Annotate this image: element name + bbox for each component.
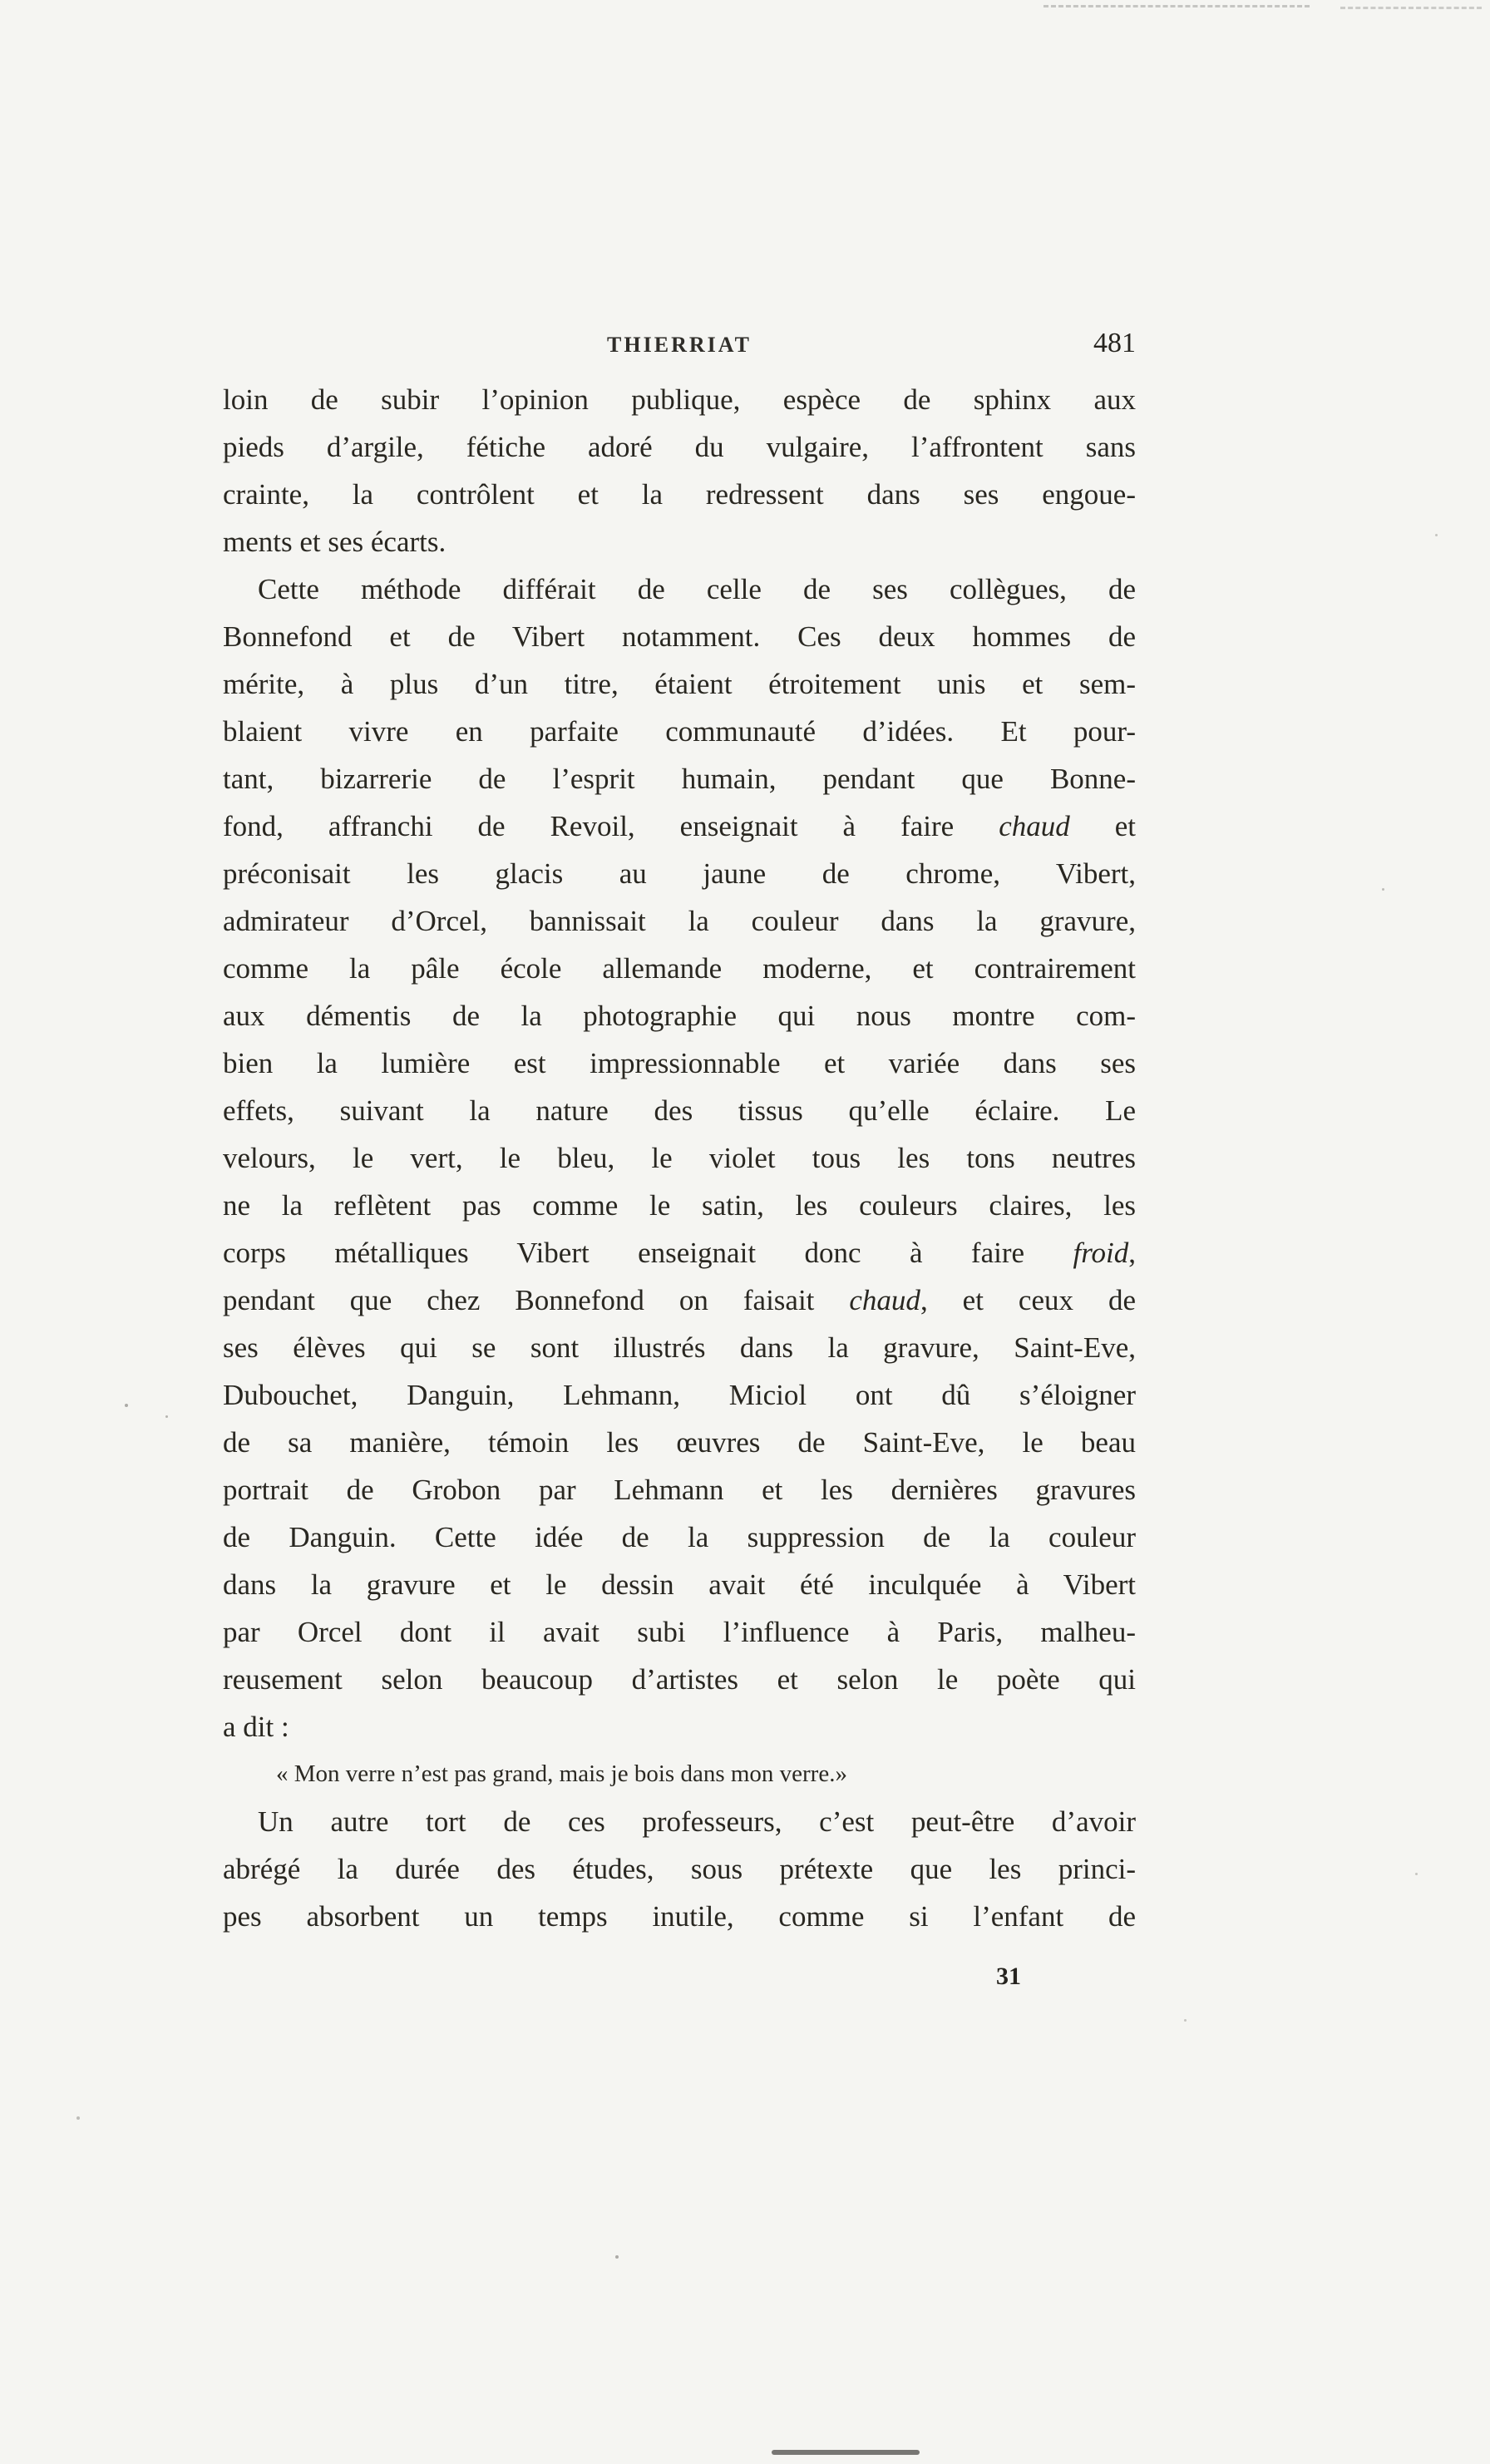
paragraph-3 (223, 1798, 1136, 1940)
text-line: comme la pâle école allemande moderne, et contrairement (223, 952, 1136, 985)
verse-quote: « Mon verre n’est pas grand, mais je bois dans mon verre.» (276, 1760, 847, 1787)
scan-artifact (1184, 2019, 1187, 2022)
text-line: velours, le vert, le bleu, le violet tous les tons neutres (223, 1142, 1136, 1174)
text-line: portrait de Grobon par Lehmann et les dernières gravures (223, 1474, 1136, 1506)
text-line: corps métalliques Vibert enseignait donc à faire froid, (223, 1237, 1136, 1269)
text-line: Cette méthode différait de celle de ses collègues, de (258, 573, 1136, 605)
page-number: 481 (1093, 328, 1136, 358)
scan-artifact (772, 2450, 920, 2455)
paragraph-2 (223, 565, 1136, 1750)
text-line: blaient vivre en parfaite communauté d’idées. Et pour- (223, 715, 1136, 748)
scan-artifact (125, 1404, 128, 1407)
text-line: ne la reflètent pas comme le satin, les couleurs claires, les (223, 1189, 1136, 1222)
text-line: loin de subir l’opinion publique, espèce de sphinx aux (223, 383, 1136, 416)
text-line: bien la lumière est impressionnable et variée dans ses (223, 1047, 1136, 1079)
running-title: THIERRIAT (607, 333, 752, 357)
text-block (223, 376, 1136, 1940)
text-line: pendant que chez Bonnefond on faisait chaud, et ceux de (223, 1284, 1136, 1316)
text-line: aux démentis de la photographie qui nous montre com- (223, 1000, 1136, 1032)
scan-artifact (1382, 888, 1384, 891)
text-line: Un autre tort de ces professeurs, c’est peut-être d’avoir (258, 1805, 1136, 1838)
text-line: crainte, la contrôlent et la redressent dans ses engoue- (223, 478, 1136, 511)
scan-artifact (1435, 534, 1438, 536)
text-line: par Orcel dont il avait subi l’influence à Paris, malheu- (223, 1616, 1136, 1648)
text-line: mérite, à plus d’un titre, étaient étroitement unis et sem- (223, 668, 1136, 700)
text-line: a dit : (223, 1711, 289, 1743)
scan-artifact (615, 2255, 619, 2259)
text-line: tant, bizarrerie de l’esprit humain, pendant que Bonne- (223, 763, 1136, 795)
text-line: fond, affranchi de Revoil, enseignait à faire chaud et (223, 810, 1136, 842)
text-line: pieds d’argile, fétiche adoré du vulgaire, l’affrontent sans (223, 431, 1136, 463)
signature-mark: 31 (996, 1963, 1021, 1990)
text-line: préconisait les glacis au jaune de chrome, Vibert, (223, 857, 1136, 890)
paragraph-1 (223, 376, 1136, 565)
text-line: ses élèves qui se sont illustrés dans la gravure, Saint-Eve, (223, 1331, 1136, 1364)
text-line: de Danguin. Cette idée de la suppression de la couleur (223, 1521, 1136, 1553)
text-line: de sa manière, témoin les œuvres de Saint-Eve, le beau (223, 1426, 1136, 1459)
scan-artifact (76, 2116, 80, 2120)
text-line: abrégé la durée des études, sous prétexte que les princi- (223, 1853, 1136, 1885)
page-header (223, 328, 1136, 366)
text-line: Dubouchet, Danguin, Lehmann, Miciol ont dû s’éloigner (223, 1379, 1136, 1411)
scan-artifact (1043, 5, 1310, 7)
text-line: reusement selon beaucoup d’artistes et selon le poète qui (223, 1663, 1136, 1696)
scan-artifact (1340, 7, 1482, 9)
scan-artifact (1415, 1873, 1418, 1875)
text-line: pes absorbent un temps inutile, comme si l’enfant de (223, 1900, 1136, 1933)
scan-artifact (165, 1415, 168, 1418)
text-line: ments et ses écarts. (223, 526, 447, 558)
text-line: dans la gravure et le dessin avait été inculquée à Vibert (223, 1568, 1136, 1601)
text-line: effets, suivant la nature des tissus qu’elle éclaire. Le (223, 1094, 1136, 1127)
text-line: Bonnefond et de Vibert notamment. Ces deux hommes de (223, 620, 1136, 653)
text-line: admirateur d’Orcel, bannissait la couleur dans la gravure, (223, 905, 1136, 937)
